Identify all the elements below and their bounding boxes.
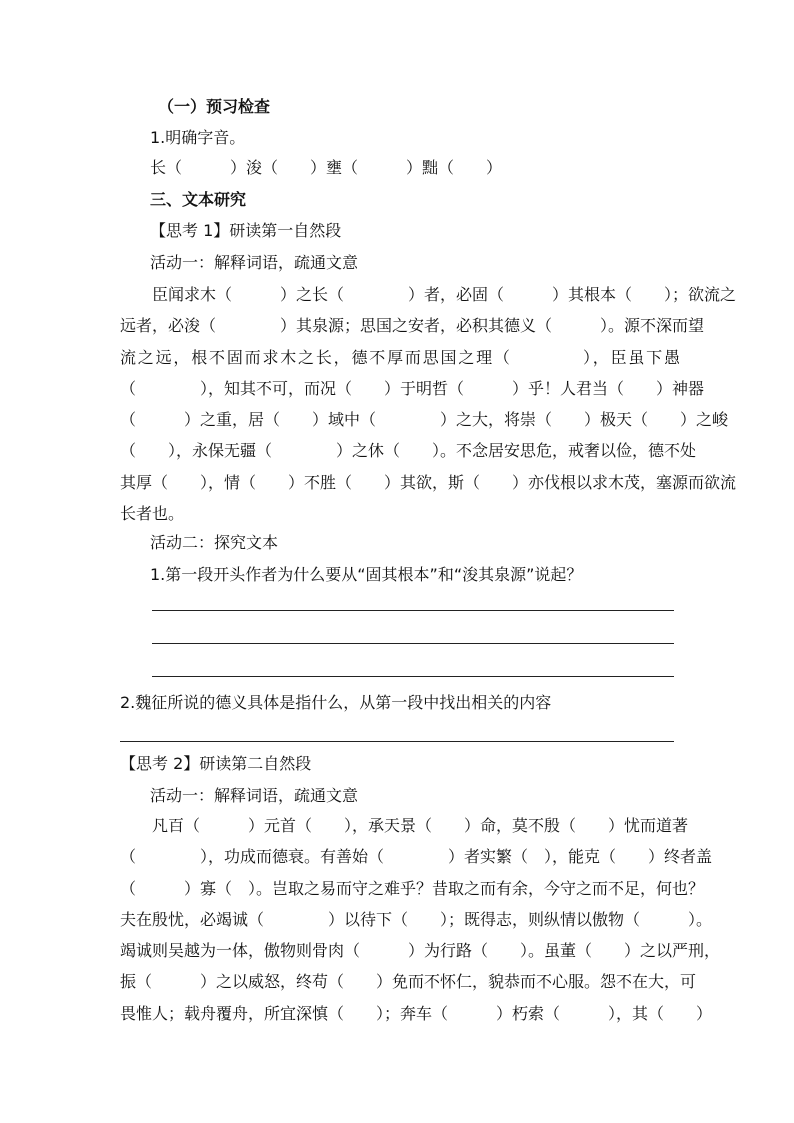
question-2: 2.魏征所说的德义具体是指什么，从第一段中找出相关的内容 — [120, 693, 552, 712]
p1-line: 其厚（ ），情（ ）不胜（ ）其欲，斯（ ）亦伐根以求木茂，塞源而欲流 — [120, 472, 737, 492]
p2-line: 凡百（ ）元首（ ），承天景（ ）命，莫不殷（ ）忧而道著 — [120, 816, 689, 835]
p2-line: 夫在殷忧，必竭诚（ ）以待下（ ）；既得志，则纵情以傲物（ ）。 — [120, 909, 713, 929]
think2-heading: 【思考 2】研读第二自然段 — [120, 754, 312, 773]
p1-line: （ ），永保无疆（ ）之休（ ）。不念居安思危，戒奢以俭，德不处 — [120, 441, 697, 461]
answer-line-1 — [152, 610, 674, 611]
section-preview-heading: （一）预习检查 — [158, 97, 271, 116]
p1-line: （ ）之重，居（ ）域中（ ）之大，将崇（ ）极天（ ）之峻 — [120, 410, 729, 430]
paragraph-2 — [120, 810, 721, 1029]
question-1: 1.第一段开头作者为什么要从“固其根本”和“浚其泉源”说起？ — [150, 565, 583, 584]
p2-line: （ ）寡（ ）。岂取之易而守之难乎？昔取之而有余，今守之而不足，何也？ — [120, 878, 705, 898]
think2-activity1: 活动一：解释词语，疏通文意 — [150, 786, 359, 805]
p1-line: 远者，必浚（ ）其泉源；思国之安者，必积其德义（ ）。源不深而望 — [120, 316, 705, 336]
p2-line: 竭诚则吴越为一体，傲物则骨肉（ ）为行路（ ）。虽董（ ）之以严刑， — [120, 941, 721, 961]
answer-line-2 — [152, 643, 674, 644]
p1-line: 长者也。 — [120, 504, 185, 524]
p2-line: （ ），功成而德衰。有善始（ ）者实繁（ ），能克（ ）终者盖 — [120, 847, 713, 867]
p1-line: （ ），知其不可，而况（ ）于明哲（ ）乎！人君当（ ）神器 — [120, 378, 705, 398]
think1-heading: 【思考 1】研读第一自然段 — [150, 221, 342, 240]
p2-line: 畏惟人；载舟覆舟，所宜深慎（ ）；奔车（ ）朽索（ ），其（ ） — [120, 1003, 713, 1023]
question-pronunciation: 1.明确字音。 — [150, 128, 246, 147]
think1-activity2: 活动二：探究文本 — [150, 533, 279, 552]
answer-line-4 — [120, 741, 674, 742]
think1-activity1: 活动一：解释词语，疏通文意 — [150, 253, 359, 272]
paragraph-1 — [120, 279, 737, 529]
p2-line: 振（ ）之以威怒，终苟（ ）免而不怀仁，貌恭而不心服。怨不在大，可 — [120, 972, 697, 992]
p1-line: 流之远，根不固而求木之长，德不厚而思国之理（ ），臣虽下愚 — [120, 347, 680, 367]
pronunciation-line: 长（ ）浚（ ）壅（ ）黜（ ） — [150, 158, 503, 177]
section-text-heading: 三、文本研究 — [150, 190, 247, 209]
answer-line-3 — [152, 676, 674, 677]
p1-line: 臣闻求木（ ）之长（ ）者，必固（ ）其根本（ ）；欲流之 — [120, 285, 737, 304]
